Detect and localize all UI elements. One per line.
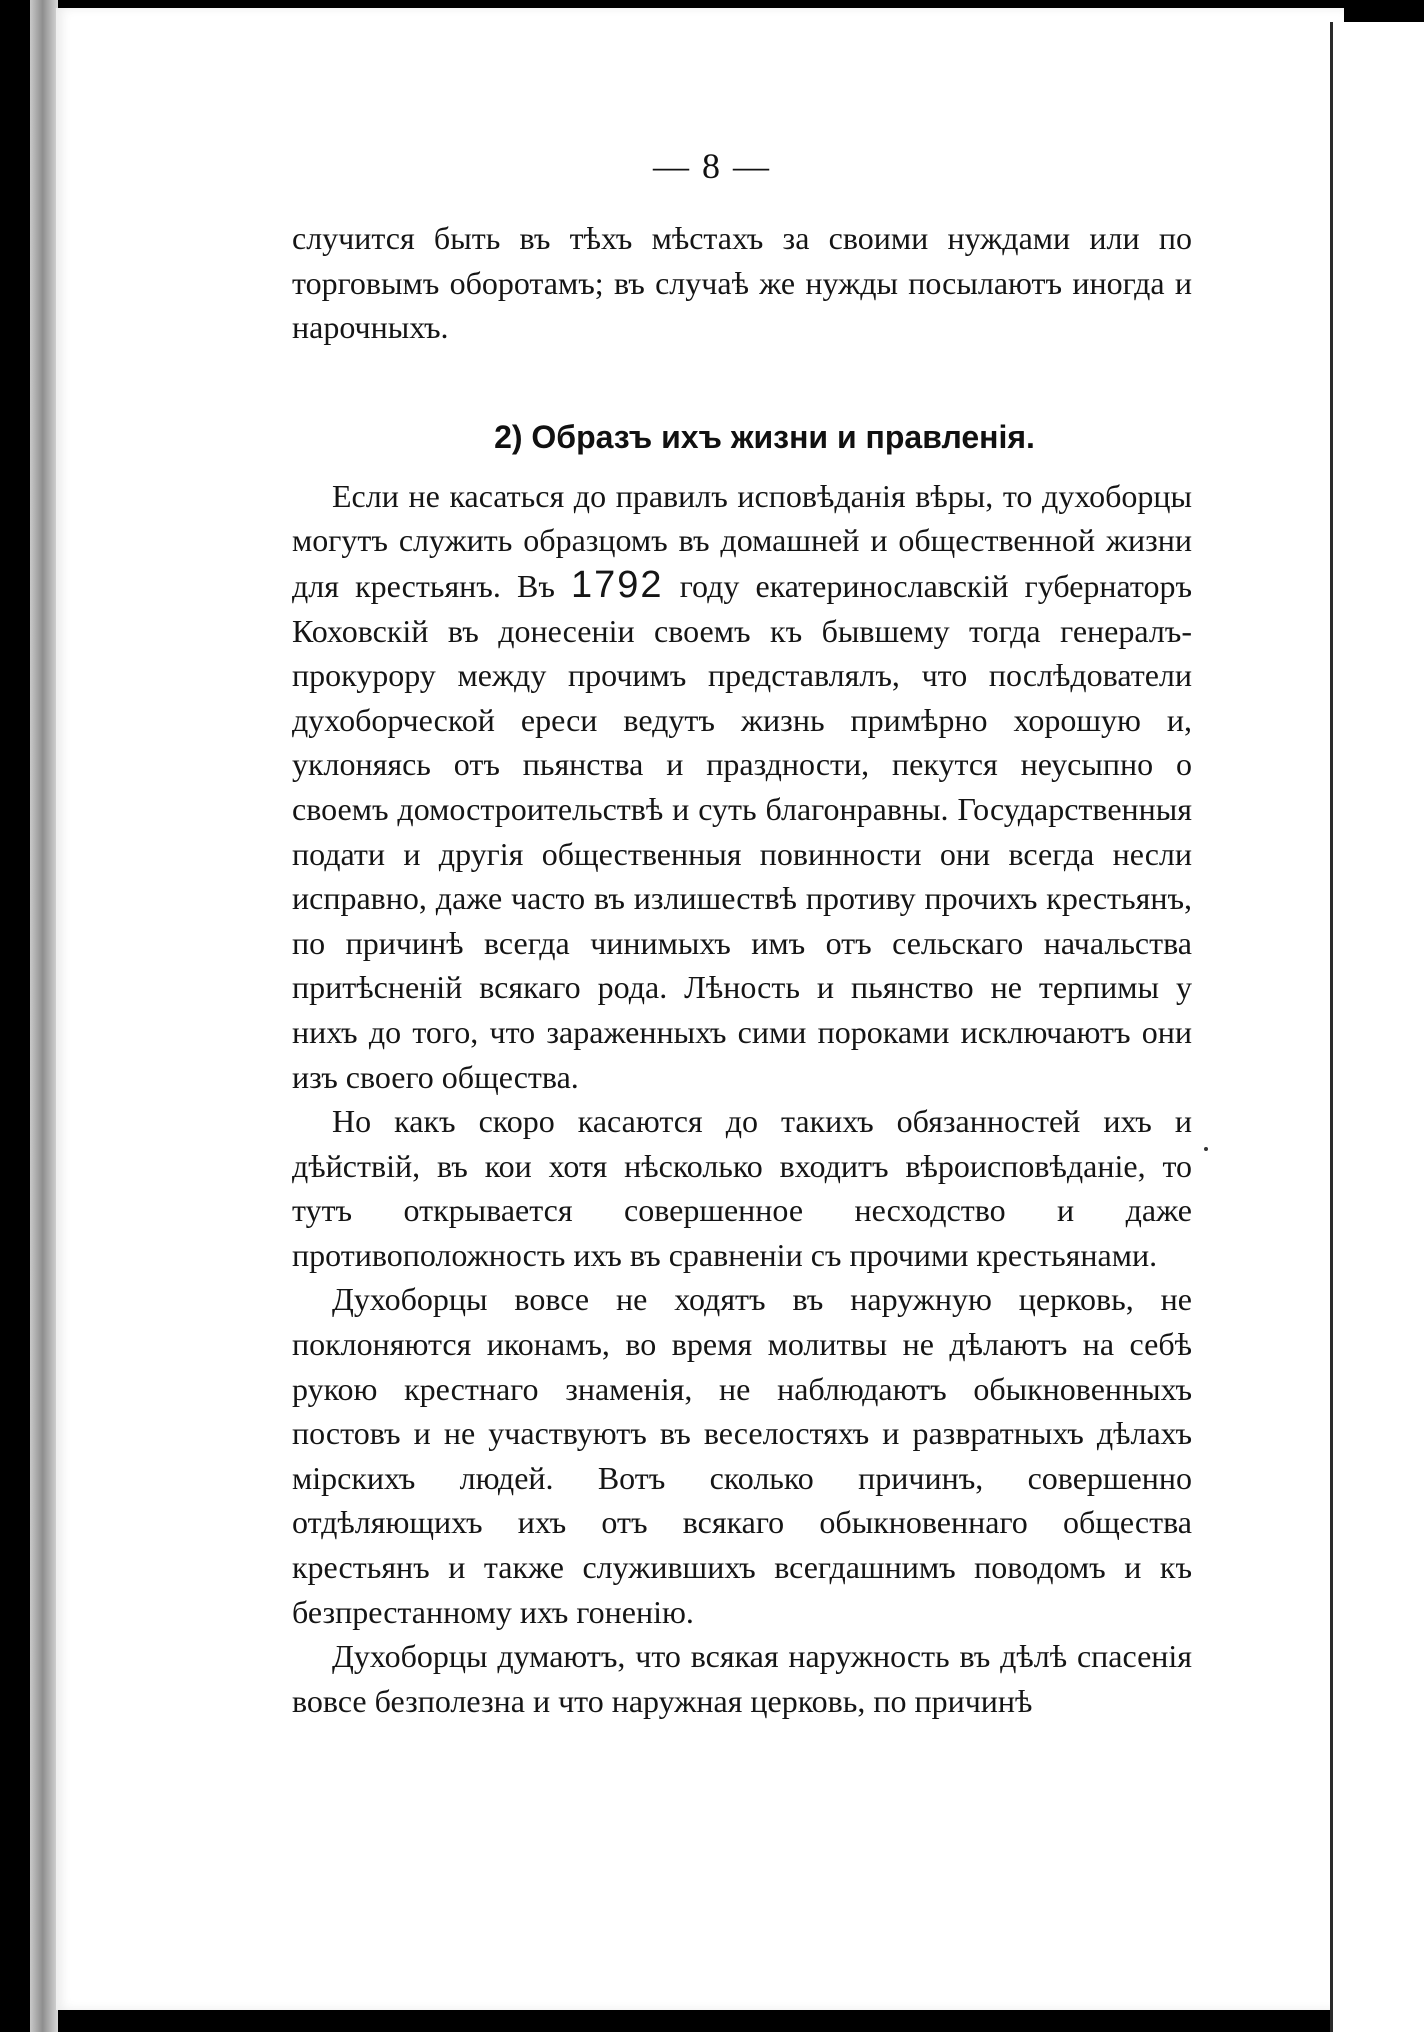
year: 1792: [571, 563, 664, 606]
paragraph-contrast: Но какъ скоро касаются до такихъ обязанностей ихъ и дѣйствій, въ кои хотя нѣсколько входитъ вѣроисповѣданіе, то тутъ открывается совершенное несходство и даже противоположность ихъ въ сравненіи съ прочими крестьянами.: [292, 1103, 1192, 1273]
paragraph-way-of-life: [292, 474, 1192, 1099]
binding-edge: [30, 0, 58, 2032]
ink-speck: [1204, 1147, 1208, 1151]
paragraph-text: Если не касаться до правилъ исповѣданія вѣры, то духоборцы могутъ служить образцомъ въ домашней и общественной жизни для крестьянъ. Въ: [292, 477, 1192, 604]
paragraph-text: году екатеринославскій губернаторъ Коховскій въ донесеніи своемъ къ бывшему тогда генералъ-прокурору между прочимъ представлялъ, что послѣдователи духоборческой ереси ведутъ жизнь примѣрно хорошую и, уклоняясь отъ пьянства и праздности, пекутся неусыпно о своемъ домостроительствѣ и суть благонравны. Государственныя подати и другія общественныя повинности они всегда несли исправно, даже часто въ излишествѣ противу прочихъ крестьянъ, по причинѣ всегда чинимыхъ имъ отъ сельскаго начальства притѣсненій всякаго рода. Лѣность и пьянство не терпимы у нихъ до того, что зараженныхъ сими пороками исключаютъ они изъ своего общества.: [292, 567, 1192, 1095]
paragraph-continued: случится быть въ тѣхъ мѣстахъ за своими нуждами или по торговымъ оборотамъ; въ случаѣ же нужды посылаютъ иногда и нарочныхъ.: [292, 220, 1192, 346]
section-heading: 2) Образъ ихъ жизни и правленія.: [494, 418, 1035, 455]
adjacent-page-edge: [1330, 22, 1424, 2032]
paragraph-outward-forms: Духоборцы думаютъ, что всякая наружность въ дѣлѣ спасенія вовсе безполезна и что наружная церковь, по причинѣ: [292, 1638, 1192, 1719]
page-text: [292, 216, 1192, 1723]
page-number: — 8 —: [653, 146, 771, 186]
paragraph-practices: Духоборцы вовсе не ходятъ въ наружную церковь, не поклоняются иконамъ, во время молитвы не дѣлаютъ на себѣ рукою крестнаго знаменія, не наблюдаютъ обыкновенныхъ постовъ и не участвуютъ въ веселостяхъ и развратныхъ дѣлахъ мірскихъ людей. Вотъ сколько причинъ, совершенно отдѣляющихъ ихъ отъ всякаго обыкновеннаго общества крестьянъ и также служившихъ всегдашнимъ поводомъ и къ безпрестанному ихъ гоненію.: [292, 1281, 1192, 1630]
